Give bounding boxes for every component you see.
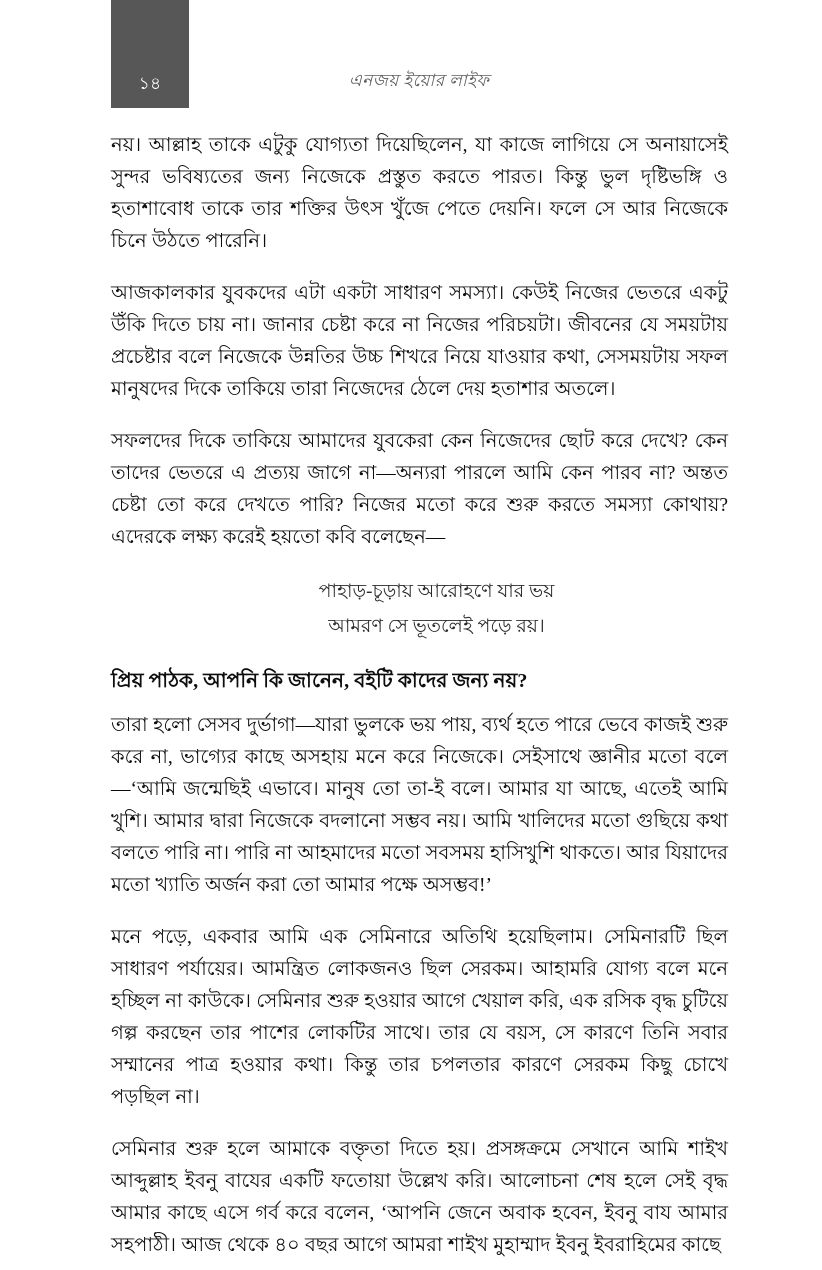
verse-block <box>111 574 728 644</box>
section-heading: প্রিয় পাঠক, আপনি কি জানেন, বইটি কাদের জন্য নয়? <box>111 670 528 692</box>
text-column <box>111 130 728 1262</box>
body-paragraph: সফলদের দিকে তাকিয়ে আমাদের যুবকেরা কেন নিজেদের ছোট করে দেখে? কেন তাদের ভেতরে এ প্রত্যয় জাগে না—অন্যরা পারলে আমি কেন পারব না? অন্তত চেষ্টা তো করে দেখতে পারি? নিজের মতো করে শুরু করতে সমস্যা কোথায়? এদেরকে লক্ষ্য করেই হয়তো কবি বলেছেন— <box>111 431 728 548</box>
verse-line: আমরণ সে ভূতলেই পড়ে রয়। <box>328 616 545 637</box>
running-head-title: এনজয় ইয়োর লাইফ <box>348 71 490 90</box>
folio-box <box>111 0 189 108</box>
page-number: ১৪ <box>138 74 162 93</box>
verse-line: পাহাড়-চূড়ায় আরোহণে যার ভয় <box>318 581 555 602</box>
body-paragraph: নয়। আল্লাহ তাকে এটুকু যোগ্যতা দিয়েছিলেন, যা কাজে লাগিয়ে সে অনায়াসেই সুন্দর ভবিষ্যতের জন্য নিজেকে প্রস্তুত করতে পারত। কিন্তু ভুল দৃষ্টিভঙ্গি ও হতাশাবোধ তাকে তার শক্তির উৎস খুঁজে পেতে দেয়নি। ফলে সে আর নিজেকে চিনে উঠতে পারেনি। <box>111 135 728 252</box>
body-paragraph: মনে পড়ে, একবার আমি এক সেমিনারে অতিথি হয়েছিলাম। সেমিনারটি ছিল সাধারণ পর্যায়ের। আমন্ত্রিত লোকজনও ছিল সেরকম। আহামরি যোগ্য বলে মনে হচ্ছিল না কাউকে। সেমিনার শুরু হওয়ার আগে খেয়াল করি, এক রসিক বৃদ্ধ চুটিয়ে গল্প করছেন তার পাশের লোকটির সাথে। তার যে বয়স, সে কারণে তিনি সবার সম্মানের পাত্র হওয়ার কথা। কিন্তু তার চপলতার কারণে সেরকম কিছু চোখে পড়ছিল না। <box>111 927 728 1108</box>
body-paragraph: সেমিনার শুরু হলে আমাকে বক্তৃতা দিতে হয়। প্রসঙ্গক্রমে সেখানে আমি শাইখ আব্দুল্লাহ ইবনু বাযের একটি ফতোয়া উল্লেখ করি। আলোচনা শেষ হলে সেই বৃদ্ধ আমার কাছে এসে গর্ব করে বলেন, ‘আপনি জেনে অবাক হবেন, ইবনু বায আমার সহপাঠী। আজ থেকে ৪০ বছর আগে আমরা শাইখ মুহাম্মাদ ইবনু ইবরাহিমের কাছে <box>111 1139 728 1256</box>
page-header <box>0 0 822 110</box>
body-paragraph: আজকালকার যুবকদের এটা একটা সাধারণ সমস্যা। কেউই নিজের ভেতরে একটু উঁকি দিতে চায় না। জানার চেষ্টা করে না নিজের পরিচয়টা। জীবনের যে সময়টায় প্রচেষ্টার বলে নিজেকে উন্নতির উচ্চ শিখরে নিয়ে যাওয়ার কথা, সেসময়টায় সফল মানুষদের দিকে তাকিয়ে তারা নিজেদের ঠেলে দেয় হতাশার অতলে। <box>111 283 728 400</box>
body-paragraph: তারা হলো সেসব দুর্ভাগা—যারা ভুলকে ভয় পায়, ব্যর্থ হতে পারে ভেবে কাজই শুরু করে না, ভাগ্যের কাছে অসহায় মনে করে নিজেকে। সেইসাথে জ্ঞানীর মতো বলে—‘আমি জন্মেছিই এভাবে। মানুষ তো তা-ই বলে। আমার যা আছে, এতেই আমি খুশি। আমার দ্বারা নিজেকে বদলানো সম্ভব নয়। আমি খালিদের মতো গুছিয়ে কথা বলতে পারি না। পারি না আহমাদের মতো সবসময় হাসিখুশি থাকতে। আর যিয়াদের মতো খ্যাতি অর্জন করা তো আমার পক্ষে অসম্ভব!’ <box>111 715 728 896</box>
